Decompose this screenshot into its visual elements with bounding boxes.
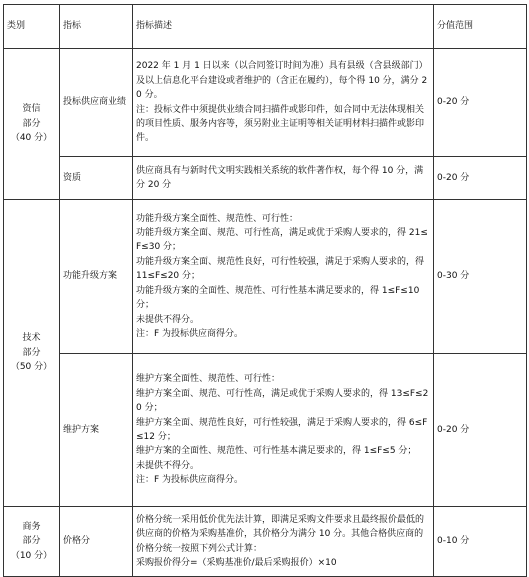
description-cell (133, 354, 434, 507)
header-score: 分值范围 (434, 5, 527, 49)
indicator-cell: 功能升级方案 (60, 200, 133, 354)
description-line: 维护方案全面、规范性良好，可行性较强，满足于采购人要求的，得 6≤F≤12 分； (136, 417, 428, 442)
description-line: 价格分统一采用低价优先法计算，即满足采购文件要求且最终报价最低的供应商的价格为采购基准价，其价格分为满分 10 分。其他合格供应商的价格分统一按照下列公式计算： (136, 514, 425, 554)
header-row (4, 5, 527, 49)
description-line: 未提供不得分。 (136, 460, 200, 471)
indicator-cell: 资质 (60, 157, 133, 200)
description-cell (133, 507, 434, 577)
score-cell: 0-20 分 (434, 354, 527, 507)
description-line: 注：F 为投标供应商得分。 (136, 328, 244, 339)
category-line: 商务 (22, 521, 41, 532)
table-row (4, 354, 527, 507)
description-line: 功能升级方案全面性、规范性、可行性： (136, 213, 299, 224)
category-line: 部分 (22, 347, 41, 358)
description-line: 维护方案全面、规范、可行性高，满足或优于采购人要求的，得 13≤F≤20 分； (136, 388, 429, 414)
scoring-table (3, 4, 527, 577)
category-line: 技术 (22, 333, 41, 344)
description-line: 功能升级方案全面、规范性良好，可行性较强，满足于采购人要求的，得 11≤F≤20 分； (136, 256, 425, 282)
description-line: 注：F 为投标供应商得分。 (136, 475, 244, 486)
header-category: 类别 (4, 5, 60, 49)
description-cell (133, 200, 434, 354)
score-cell: 0-30 分 (434, 200, 527, 354)
category-line: （10 分） (10, 550, 53, 561)
category-line: 部分 (22, 118, 41, 129)
description-line: 功能升级方案全面、规范、可行性高，满足或优于采购人要求的，得 21≤F≤30 分； (136, 228, 428, 253)
description-line: 维护方案全面性、规范性、可行性： (136, 374, 281, 385)
category-line: （50 分） (10, 362, 53, 373)
header-description: 指标描述 (133, 5, 434, 49)
description-cell (133, 49, 434, 157)
header-indicator: 指标 (60, 5, 133, 49)
description-line: 供应商具有与新时代文明实践相关系统的软件著作权，每个得 10 分，满分 20 分 (136, 165, 424, 190)
category-cell (4, 200, 60, 507)
score-cell: 0-20 分 (434, 49, 527, 157)
description-cell (133, 157, 434, 200)
category-cell (4, 507, 60, 577)
indicator-cell: 维护方案 (60, 354, 133, 507)
table-row (4, 157, 527, 200)
table-row (4, 200, 527, 354)
category-cell (4, 49, 60, 200)
description-line: 维护方案的全面性、规范性、可行性基本满足要求的，得 1≤F≤5 分； (136, 446, 417, 457)
description-line: 功能升级方案的全面性、规范性、可行性基本满足要求的，得 1≤F≤10 分； (136, 285, 420, 311)
description-line: 注：投标文件中须提供业绩合同扫描件或影印件，如合同中无法体现相关的项目性质、服务内容等，须另附业主证明等相关证明材料扫描件或影印件。 (136, 104, 425, 144)
description-line: 未提供不得分。 (136, 314, 200, 325)
category-line: （40 分） (10, 133, 53, 144)
indicator-cell: 价格分 (60, 507, 133, 577)
score-cell: 0-20 分 (434, 157, 527, 200)
category-line: 部分 (22, 536, 41, 547)
category-line: 资信 (22, 104, 41, 115)
description-line: 2022 年 1 月 1 日以来（以合同签订时间为准）具有县级（含县级部门）及以上信息化平台建设或者维护的（含正在履约），每个得 10 分，满分 20 分。 (136, 61, 428, 101)
indicator-cell: 投标供应商业绩 (60, 49, 133, 157)
table-row (4, 49, 527, 157)
score-cell: 0-10 分 (434, 507, 527, 577)
description-line: 采购报价得分=（采购基准价/最后采购报价）×10 (136, 557, 337, 568)
table-row (4, 507, 527, 577)
